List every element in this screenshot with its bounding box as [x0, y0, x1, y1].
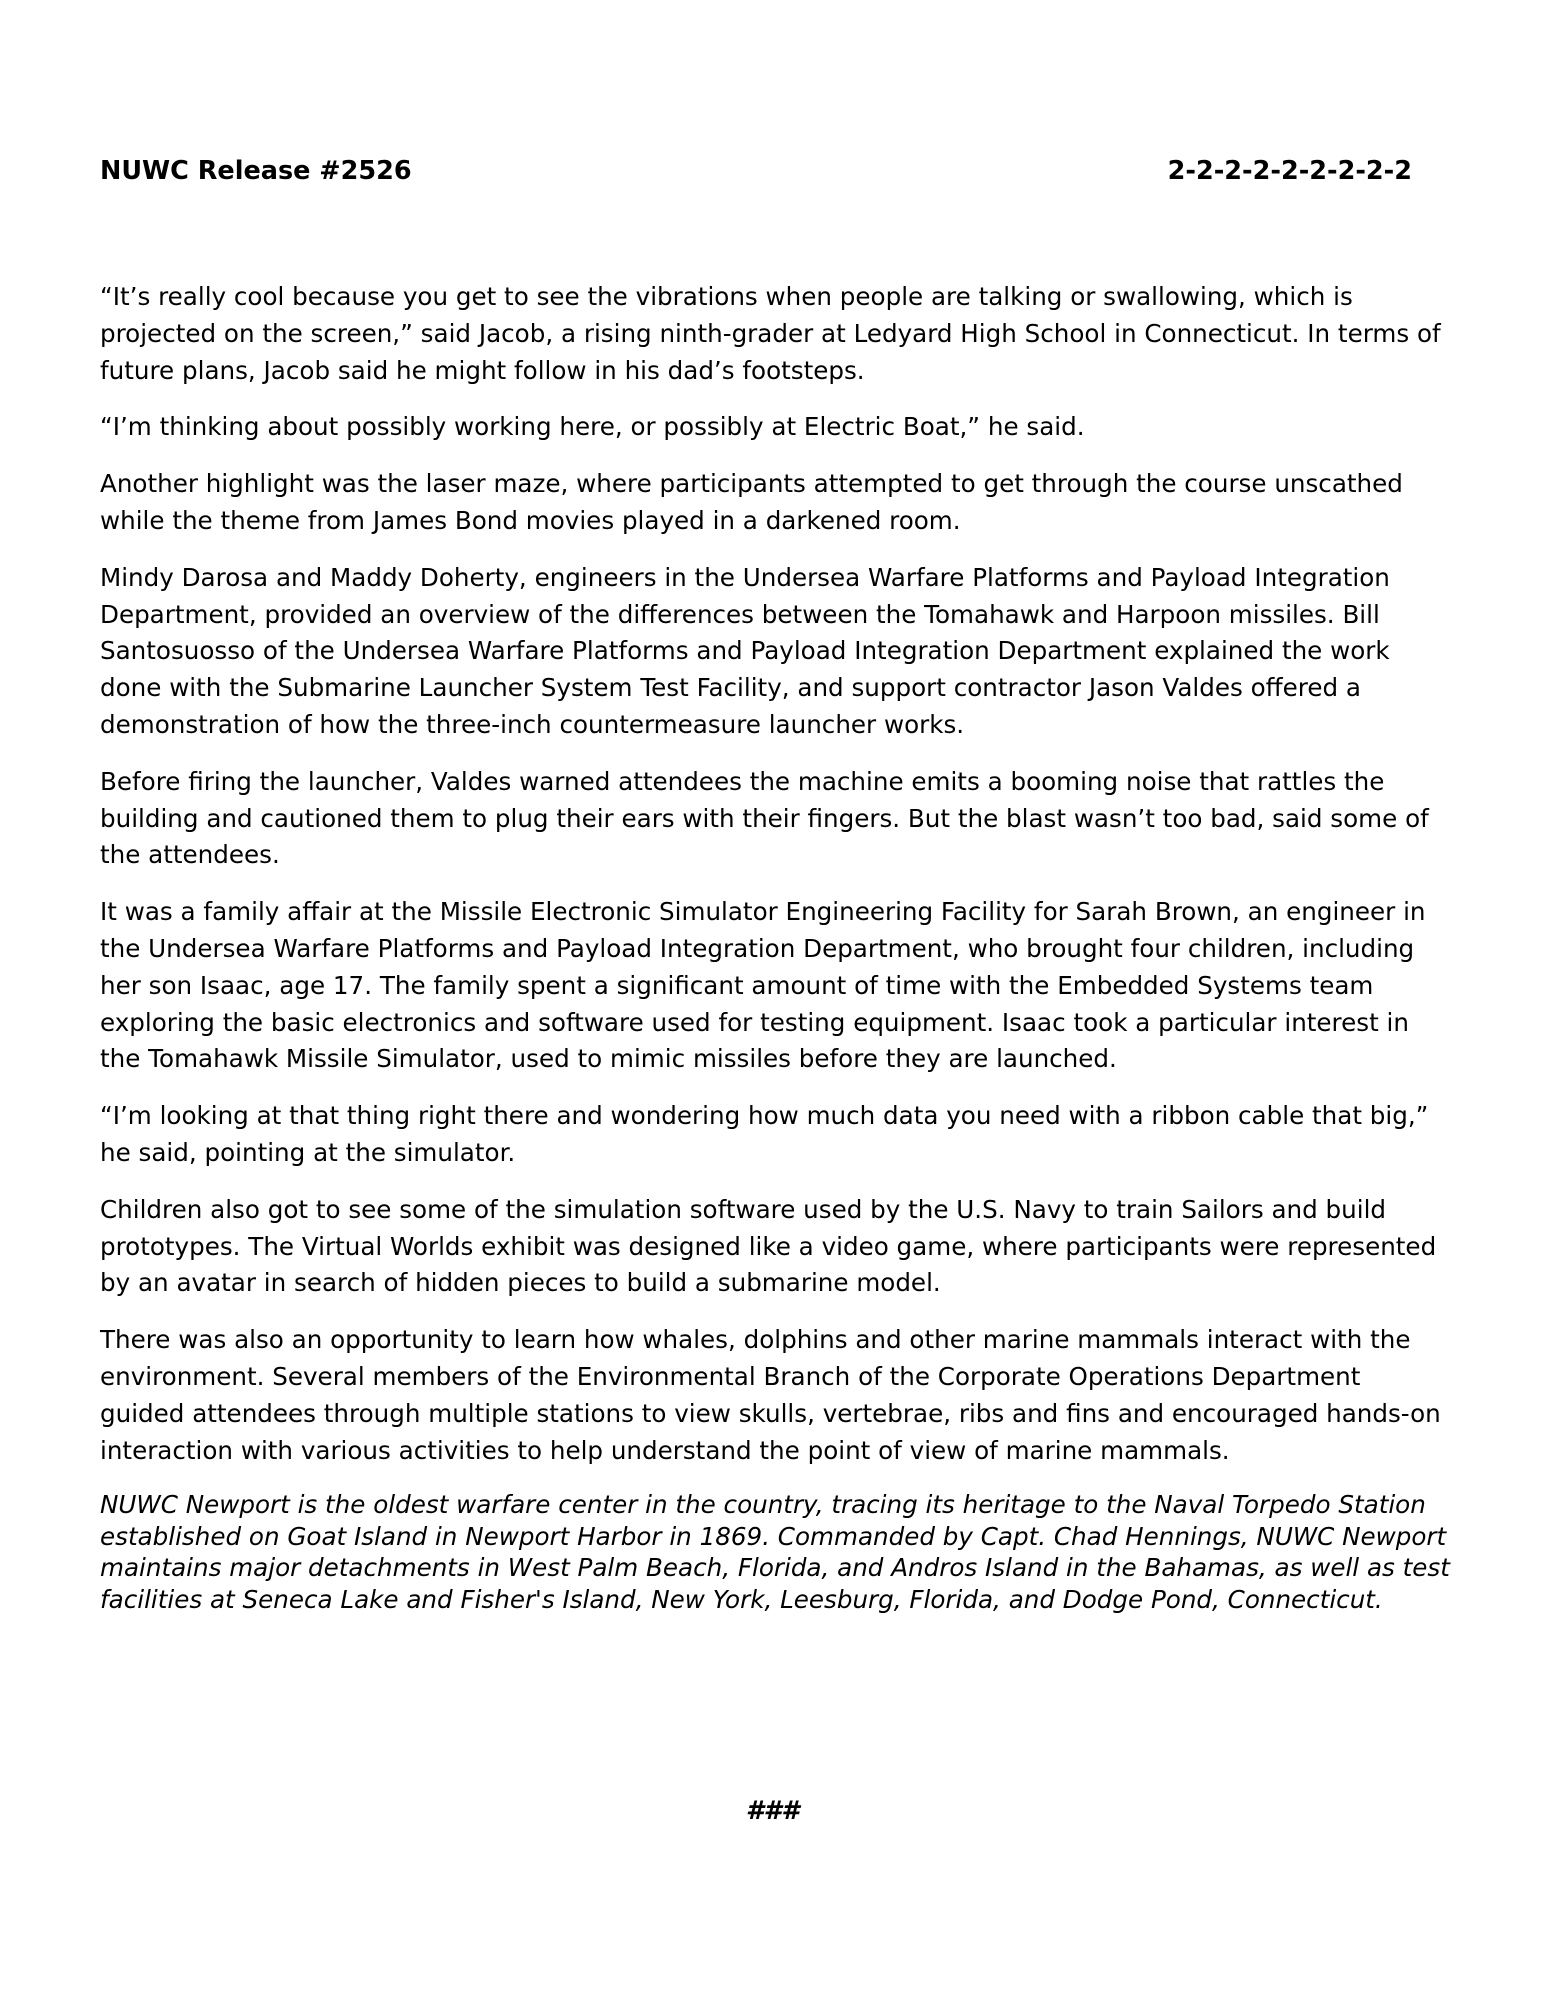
document-page — [100, 155, 1450, 1615]
article-body — [100, 279, 1450, 1615]
release-header — [100, 155, 1412, 187]
end-of-release-mark: ### — [745, 1796, 800, 1826]
paragraph-marine-mammals: There was also an opportunity to learn how whales, dolphins and other marine mammals interact with the environment. Several members of the Environmental Branch of the Corporate Operations Department guided attendees through multiple stations to view skulls, vertebrae, ribs and fins and encouraged hands-on interaction with various activities to help understand the point of view of marine mammals. — [100, 1325, 1441, 1465]
page-marker: 2-2-2-2-2-2-2-2-2 — [1167, 156, 1412, 186]
paragraph-ribbon-cable-quote: “I’m looking at that thing right there and wondering how much data you need with a ribbon cable that big,” he said, pointing at the simulator. — [100, 1101, 1429, 1167]
paragraph-virtual-worlds: Children also got to see some of the simulation software used by the U.S. Navy to train Sailors and build prototypes. The Virtual Worlds exhibit was designed like a video game, where participants were represented by an avatar in search of hidden pieces to build a submarine model. — [100, 1194, 1437, 1298]
paragraph-family-affair: It was a family affair at the Missile Electronic Simulator Engineering Facility for Sarah Brown, an engineer in the Undersea Warfare Platforms and Payload Integration Department, who brought four children, including her son Isaac, age 17. The family spent a significant amount of time with the Embedded Systems team exploring the basic electronics and software used for testing equipment. Isaac took a particular interest in the Tomahawk Missile Simulator, used to mimic missiles before they are launched. — [100, 897, 1426, 1074]
paragraph-laser-maze: Another highlight was the laser maze, where participants attempted to get through the course unscathed while the theme from James Bond movies played in a darkened room. — [100, 469, 1403, 535]
paragraph-launcher-blast: Before firing the launcher, Valdes warned attendees the machine emits a booming noise that rattles the building and cautioned them to plug their ears with their fingers. But the blast wasn’t too bad, said some of the attendees. — [100, 766, 1429, 870]
paragraph-missiles-overview: Mindy Darosa and Maddy Doherty, engineers in the Undersea Warfare Platforms and Payload Integration Department, provided an overview of the differences between the Tomahawk and Harpoon missiles. Bill Santosuosso of the Undersea Warfare Platforms and Payload Integration Department explained the work done with the Submarine Launcher System Test Facility, and support contractor Jason Valdes offered a demonstration of how the three-inch countermeasure launcher works. — [100, 562, 1390, 739]
release-number: NUWC Release #2526 — [100, 156, 412, 186]
nuwc-boilerplate: NUWC Newport is the oldest warfare center in the country, tracing its heritage to the Naval Torpedo Station established on Goat Island in Newport Harbor in 1869. Commanded by Capt. Chad Hennings, NUWC Newport maintains major detachments in West Palm Beach, Florida, and Andros Island in the Bahamas, as well as test facilities at Seneca Lake and Fisher's Island, New York, Leesburg, Florida, and Dodge Pond, Connecticut. — [100, 1490, 1450, 1614]
paragraph-jacob-quote: “It’s really cool because you get to see the vibrations when people are talking or swallowing, which is projected on the screen,” said Jacob, a rising ninth-grader at Ledyard High School in Connecticut. In terms of future plans, Jacob said he might follow in his dad’s footsteps. — [100, 282, 1441, 385]
paragraph-electric-boat-quote: “I’m thinking about possibly working here, or possibly at Electric Boat,” he said. — [100, 412, 1085, 442]
